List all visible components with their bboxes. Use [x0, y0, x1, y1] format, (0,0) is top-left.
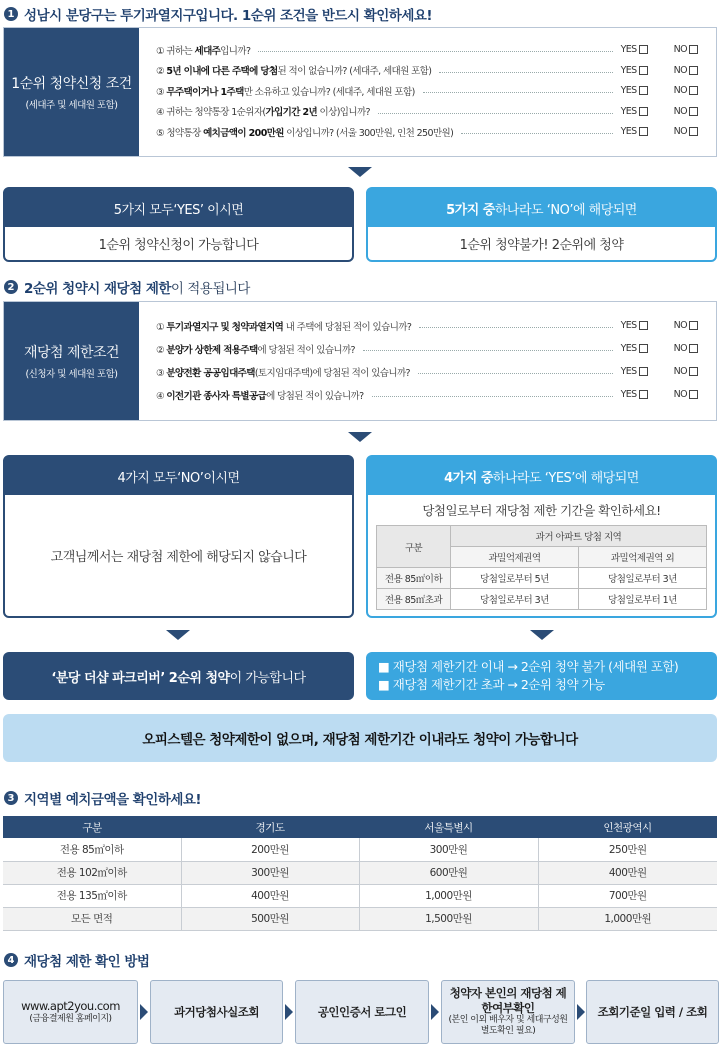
second-priority-available-banner [3, 652, 354, 700]
section-2-heading: 2순위 청약시 재당첨 제한 [24, 281, 171, 297]
no-label: NO [673, 105, 687, 117]
question-bold: 분양전환 공공임대주택 [166, 367, 255, 379]
yes-option[interactable] [621, 343, 648, 354]
table-cell: 300만원 [181, 861, 359, 884]
step-rewin-check [441, 980, 575, 1044]
question-post: 내 주택에 당첨된 적이 있습니까? [283, 321, 412, 333]
yes-checkbox[interactable] [639, 66, 648, 75]
no-checkbox[interactable] [689, 367, 698, 376]
no-label: NO [673, 366, 687, 377]
table-cell: 400만원 [538, 861, 717, 884]
step-past-win-lookup [150, 980, 283, 1044]
result-header-condition: ‘NO’이시면 [177, 470, 240, 486]
yes-option[interactable] [621, 389, 648, 400]
section-4-heading: 재당첨 제한 확인 방법 [24, 954, 150, 970]
no-option[interactable] [674, 343, 698, 354]
question-number: ① [156, 45, 164, 57]
no-option[interactable] [674, 389, 698, 400]
yes-label: YES [620, 366, 637, 377]
table-row [3, 838, 717, 861]
step-main-text: www.apt2you.com [21, 999, 120, 1014]
result-header-condition: ‘YES’ 이시면 [173, 202, 244, 218]
question-bold: 투기과열지구 및 청약과열지역 [166, 321, 284, 333]
result-header [5, 189, 352, 227]
yes-label: YES [620, 64, 637, 76]
question-pre: 귀하는 [166, 45, 195, 57]
yes-option[interactable] [621, 44, 648, 55]
table-cell: 당첨일로부터 1년 [579, 589, 707, 610]
no-checkbox[interactable] [689, 66, 698, 75]
result-header [368, 457, 715, 495]
yes-label: YES [620, 85, 637, 96]
table-cell: 1,000만원 [538, 907, 717, 930]
section-2-title [4, 277, 250, 297]
section-4-title [4, 950, 149, 970]
table-header: 구분 [3, 816, 181, 838]
table-row [377, 589, 707, 610]
table-header: 구분 [377, 526, 451, 568]
table-header-row [3, 816, 717, 838]
step-sub-text: (금융결제원 홈페이지) [29, 1013, 112, 1024]
any-no-result-box [366, 187, 717, 262]
banner-rest-text: 이 가능합니다 [229, 670, 306, 686]
question-number: ② [156, 344, 164, 356]
condition-question-row [156, 385, 698, 404]
dotted-leader [363, 350, 613, 351]
dotted-leader [461, 133, 612, 134]
section-number-badge: 3 [4, 791, 18, 805]
condition-question-row [156, 61, 698, 80]
step-main-text: 과거당첨사실조회 [174, 1004, 259, 1019]
no-label: NO [673, 64, 687, 76]
table-cell: 1,000만원 [359, 884, 538, 907]
yes-label: YES [620, 389, 637, 400]
condition-label-panel [4, 302, 139, 420]
outcome-line [378, 658, 678, 676]
no-checkbox[interactable] [689, 390, 698, 399]
question-bold: 이전기관 종사자 특별공급 [166, 390, 267, 402]
dotted-leader [423, 92, 613, 93]
section-2-heading-rest: 이 적용됩니다 [170, 281, 250, 297]
section-3-heading: 지역별 예치금액을 확인하세요! [24, 792, 202, 808]
no-option[interactable] [674, 320, 698, 331]
result-header [368, 189, 715, 227]
right-arrow-icon [285, 1004, 293, 1020]
question-post: 에 당첨된 적이 있습니까? [266, 390, 364, 402]
question-bold: 5년 이내에 다른 주택에 당첨 [166, 66, 278, 77]
table-header: 과밀억제권역 [451, 547, 579, 568]
dotted-leader [372, 396, 613, 397]
section-number-badge: 2 [4, 280, 18, 294]
table-cell: 당첨일로부터 5년 [451, 568, 579, 589]
down-arrow-icon [348, 432, 372, 442]
question-number: ⑤ [156, 127, 164, 139]
table-cell: 전용 85㎡초과 [377, 589, 451, 610]
condition-subtitle: (세대주 및 세대원 포함) [25, 100, 118, 111]
table-cell: 전용 135㎡이하 [3, 884, 181, 907]
dotted-leader [419, 327, 612, 328]
table-header: 과밀억제권역 외 [579, 547, 707, 568]
step-main-text: 조회기준일 입력 / 조회 [597, 1004, 708, 1019]
no-label: NO [673, 85, 687, 96]
dotted-leader [258, 51, 612, 52]
question-post: (토지임대주택)에 당첨된 적이 있습니까? [254, 367, 410, 379]
yes-label: YES [620, 44, 637, 55]
table-cell: 1,500만원 [359, 907, 538, 930]
down-arrow-icon [348, 167, 372, 177]
table-header: 경기도 [181, 816, 359, 838]
square-bullet-icon: ■ [378, 658, 390, 674]
yes-checkbox[interactable] [639, 390, 648, 399]
condition-title: 재당첨 제한조건 [23, 345, 120, 361]
result-header-condition: 하나라도 ‘YES’에 해당되면 [492, 470, 639, 486]
section-1-title [4, 4, 432, 24]
condition-title: 1순위 청약신청 조건 [11, 76, 132, 92]
question-number: ③ [156, 367, 164, 379]
right-arrow-icon [577, 1004, 585, 1020]
question-text [156, 342, 355, 356]
table-header: 과거 아파트 당첨 지역 [451, 526, 707, 547]
table-cell: 당첨일로부터 3년 [579, 568, 707, 589]
result-body: 1순위 청약신청이 가능합니다 [5, 227, 352, 260]
condition-label-panel [4, 28, 139, 156]
square-bullet-icon: ■ [378, 677, 390, 692]
question-text [156, 125, 453, 139]
condition-question-row [156, 40, 698, 59]
result-body: 고객님께서는 재당첨 제한에 해당되지 않습니다 [5, 495, 352, 616]
table-cell: 200만원 [181, 838, 359, 861]
yes-checkbox[interactable] [639, 321, 648, 330]
no-checkbox[interactable] [689, 86, 698, 95]
question-post: 입니까? [220, 45, 251, 57]
yes-label: YES [620, 343, 637, 354]
no-label: NO [673, 44, 687, 55]
yes-no-options [621, 320, 698, 331]
yes-no-options [621, 44, 698, 55]
question-post: 만 소유하고 있습니까? (세대주, 세대원 포함) [243, 86, 415, 98]
yes-option[interactable] [621, 366, 648, 377]
table-header: 인천광역시 [538, 816, 717, 838]
verification-steps-flow [3, 980, 719, 1044]
question-text [156, 319, 411, 333]
result-header-lead: 4가지 모두 [117, 470, 178, 486]
no-checkbox[interactable] [689, 321, 698, 330]
table-cell: 당첨일로부터 3년 [451, 589, 579, 610]
question-number: ③ [156, 86, 164, 98]
no-option[interactable] [674, 126, 698, 137]
step-sub-text: (본인 이외 배우자 및 세대구성원 별도확인 필요) [448, 1015, 568, 1037]
question-bold: 가입기간 2년 [265, 107, 318, 118]
yes-option[interactable] [621, 65, 648, 76]
down-arrow-icon [166, 630, 190, 640]
all-yes-result-box [3, 187, 354, 262]
no-option[interactable] [674, 44, 698, 55]
table-cell: 전용 85㎡이하 [377, 568, 451, 589]
question-post: 에 당첨된 적이 있습니까? [257, 344, 356, 356]
table-cell: 250만원 [538, 838, 717, 861]
question-bold: 분양가 상한제 적용주택 [166, 344, 258, 356]
any-yes-result-box [366, 455, 717, 618]
outcome-line-text: 재당첨 제한기간 초과 → 2순위 청약 가능 [392, 677, 605, 692]
table-row [3, 884, 717, 907]
yes-no-options [621, 126, 698, 137]
yes-option[interactable] [621, 320, 648, 331]
yes-label: YES [620, 126, 637, 137]
right-arrow-icon [431, 1004, 439, 1020]
table-cell: 300만원 [359, 838, 538, 861]
no-checkbox[interactable] [689, 107, 698, 116]
result-header-lead: 5가지 모두 [113, 202, 174, 218]
table-row [3, 861, 717, 884]
table-cell: 전용 102㎡이하 [3, 861, 181, 884]
condition-question-row [156, 81, 698, 100]
yes-no-options [621, 65, 698, 76]
table-cell: 500만원 [181, 907, 359, 930]
result-body [368, 495, 715, 616]
question-text [156, 104, 370, 118]
table-cell: 모든 면적 [3, 907, 181, 930]
all-no-result-box [3, 455, 354, 618]
table-cell: 700만원 [538, 884, 717, 907]
yes-option[interactable] [621, 85, 648, 96]
banner-bold-text: ‘분당 더샵 파크리버’ 2순위 청약 [51, 670, 230, 686]
section-number-badge: 1 [4, 7, 18, 21]
yes-checkbox[interactable] [639, 127, 648, 136]
outcome-line-text: 재당첨 제한기간 이내 → 2순위 청약 불가 (세대원 포함) [392, 658, 679, 674]
no-label: NO [673, 343, 687, 354]
yes-checkbox[interactable] [639, 107, 648, 116]
step-website [3, 980, 138, 1044]
restriction-period-table [376, 525, 707, 610]
question-number: ① [156, 321, 164, 333]
table-cell: 600만원 [359, 861, 538, 884]
question-bold: 예치금액이 200만원 [203, 127, 284, 139]
restriction-period-intro: 당첨일로부터 재당첨 제한 기간을 확인하세요! [422, 503, 661, 518]
step-main-text: 공인인증서 로그인 [317, 1004, 407, 1019]
no-label: NO [673, 389, 687, 400]
result-header-lead: 5가지 중 [446, 202, 495, 218]
condition-question-row [156, 102, 698, 121]
no-label: NO [673, 320, 687, 331]
no-checkbox[interactable] [689, 344, 698, 353]
first-priority-condition-box [3, 27, 717, 157]
yes-no-options [621, 343, 698, 354]
no-label: NO [673, 126, 687, 137]
question-post: 이상)입니까? [317, 107, 370, 118]
section-number-badge: 4 [4, 953, 18, 967]
result-body: 1순위 청약불가! 2순위에 청약 [368, 227, 715, 260]
no-option[interactable] [674, 106, 698, 117]
condition-question-row [156, 316, 698, 335]
yes-option[interactable] [621, 126, 648, 137]
yes-no-options [621, 389, 698, 400]
yes-checkbox[interactable] [639, 86, 648, 95]
question-text [156, 43, 250, 57]
condition-question-row [156, 339, 698, 358]
deposit-amount-table [3, 816, 717, 931]
table-row [377, 568, 707, 589]
section-3-title [4, 788, 201, 808]
rewin-period-outcome-banner [366, 652, 717, 700]
yes-no-options [621, 85, 698, 96]
dotted-leader [378, 113, 613, 114]
result-header-lead: 4가지 중 [444, 470, 493, 486]
no-option[interactable] [674, 366, 698, 377]
no-option[interactable] [674, 85, 698, 96]
table-row [3, 907, 717, 930]
question-text [156, 365, 410, 379]
question-bold: 무주택이거나 1주택 [166, 86, 244, 98]
yes-label: YES [620, 105, 637, 117]
yes-checkbox[interactable] [639, 344, 648, 353]
condition-question-row [156, 362, 698, 381]
condition-subtitle: (신청자 및 세대원 포함) [25, 369, 118, 380]
condition-question-row [156, 122, 698, 141]
step-certificate-login [295, 980, 429, 1044]
yes-checkbox[interactable] [639, 367, 648, 376]
outcome-line [378, 676, 605, 694]
yes-label: YES [620, 320, 637, 331]
question-number: ④ [156, 107, 164, 118]
question-post: 된 적이 없습니까? (세대주, 세대원 포함) [277, 66, 432, 77]
right-arrow-icon [140, 1004, 148, 1020]
question-number: ④ [156, 390, 164, 402]
rewin-restriction-condition-box [3, 301, 717, 421]
question-text [156, 84, 415, 98]
yes-no-options [621, 366, 698, 377]
no-checkbox[interactable] [689, 127, 698, 136]
result-header [5, 457, 352, 495]
question-pre: 귀하는 청약통장 1순위자( [166, 107, 266, 118]
officetel-notice-banner: 오피스텔은 청약제한이 없으며, 재당첨 제한기간 이내라도 청약이 가능합니다 [3, 714, 717, 762]
step-date-input-query [586, 980, 719, 1044]
dotted-leader [418, 373, 613, 374]
question-post: 이상입니까? (서울 300만원, 인천 250만원) [283, 127, 454, 139]
no-checkbox[interactable] [689, 45, 698, 54]
result-header-condition: 하나라도 ‘NO’에 해당되면 [494, 202, 637, 218]
step-main-text: 청약자 본인의 재당첨 제한여부확인 [449, 986, 567, 1015]
yes-no-options [621, 106, 698, 117]
table-header: 서울특별시 [359, 816, 538, 838]
question-bold: 세대주 [194, 45, 221, 57]
table-cell: 전용 85㎡이하 [3, 838, 181, 861]
question-text [156, 388, 364, 402]
no-option[interactable] [674, 65, 698, 76]
question-pre: 청약통장 [166, 127, 204, 139]
section-1-heading: 성남시 분당구는 투기과열지구입니다. 1순위 조건을 반드시 확인하세요! [24, 8, 433, 24]
question-text [156, 63, 431, 77]
question-number: ② [156, 66, 164, 77]
down-arrow-icon [530, 630, 554, 640]
yes-checkbox[interactable] [639, 45, 648, 54]
dotted-leader [439, 72, 612, 73]
table-cell: 400만원 [181, 884, 359, 907]
yes-option[interactable] [621, 106, 648, 117]
